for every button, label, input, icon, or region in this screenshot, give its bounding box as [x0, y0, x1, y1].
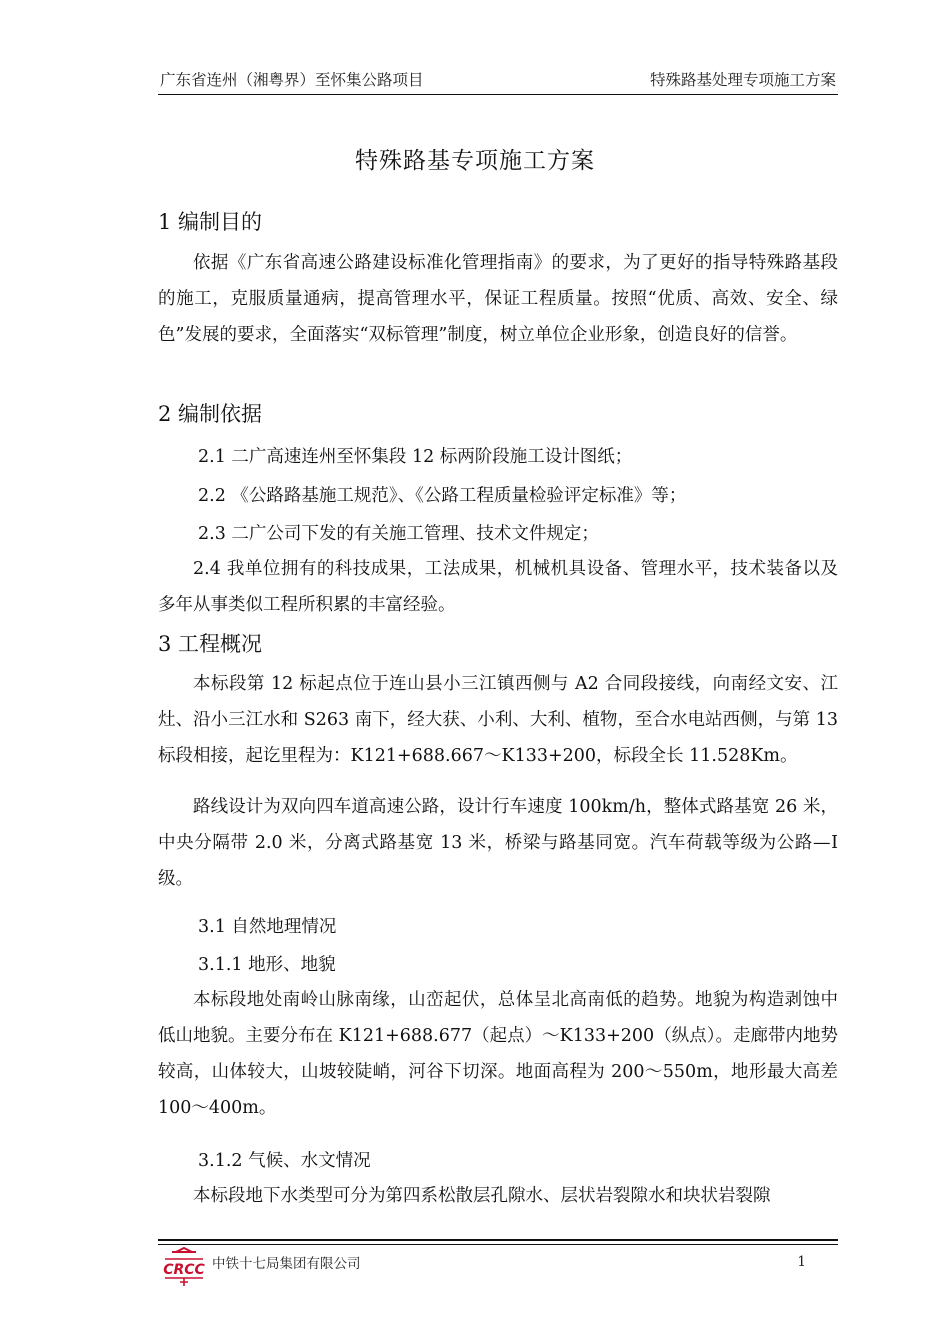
- subsection-3-1-2-heading: 3.1.2 气候、水文情况: [198, 1151, 371, 1171]
- basis-item-2-2: 2.2 《公路路基施工规范》、《公路工程质量检验评定标准》等；: [198, 486, 687, 506]
- section-2-heading: 2 编制依据: [158, 402, 263, 426]
- section-3-paragraph-route: 本标段第 12 标起点位于连山县小三江镇西侧与 A2 合同段接线，向南经文安、江灶、沿小三江水和 S263 南下，经大获、小利、大利、植物，至合水电站西侧，与第 13 标段相接，起讫里程为：K121+688.667～K133+200，标段全长 11.528Km。: [158, 674, 838, 766]
- footer-company-name: 中铁十七局集团有限公司: [212, 1256, 361, 1272]
- section-3-paragraph-design: 路线设计为双向四车道高速公路，设计行车速度 100km/h，整体式路基宽 26 米，中央分隔带 2.0 米，分离式路基宽 13 米，桥梁与路基同宽。汽车荷载等级为公路—Ⅰ级。: [158, 797, 838, 889]
- subsection-3-1-2-paragraph: 本标段地下水类型可分为第四系松散层孔隙水、层状岩裂隙水和块状岩裂隙: [193, 1186, 771, 1206]
- section-1-heading: 1 编制目的: [158, 210, 263, 234]
- header-document-name: 特殊路基处理专项施工方案: [649, 71, 836, 89]
- header-rule: [158, 94, 838, 95]
- basis-item-2-3: 2.3 二广公司下发的有关施工管理、技术文件规定；: [198, 524, 599, 544]
- section-1-paragraph: 依据《广东省高速公路建设标准化管理指南》的要求，为了更好的指导特殊路基段的施工，克服质量通病，提高管理水平，保证工程质量。按照“优质、高效、安全、绿色”发展的要求，全面落实“双标管理”制度，树立单位企业形象，创造良好的信誉。: [158, 253, 838, 345]
- footer-rule-thin: [158, 1244, 838, 1245]
- subsection-3-1-1-heading: 3.1.1 地形、地貌: [198, 955, 336, 975]
- page-header: [158, 66, 838, 92]
- crcc-logo: [158, 1247, 210, 1287]
- subsection-3-1-1-paragraph: 本标段地处南岭山脉南缘，山峦起伏，总体呈北高南低的趋势。地貌为构造剥蚀中低山地貌。主要分布在 K121+688.677（起点）～K133+200（纵点）。走廊带内地势较高，山体较大，山坡较陡峭，河谷下切深。地面高程为 200～550m，地形最大高差 100～400m。: [158, 990, 838, 1118]
- document-title: 特殊路基专项施工方案: [355, 148, 595, 174]
- basis-item-2-1: 2.1 二广高速连州至怀集段 12 标两阶段施工设计图纸；: [198, 447, 633, 467]
- section-3-heading: 3 工程概况: [158, 632, 263, 656]
- logo-lettering: CRCC: [163, 1262, 205, 1278]
- subsection-3-1-heading: 3.1 自然地理情况: [198, 917, 337, 937]
- basis-item-2-4: 2.4 我单位拥有的科技成果，工法成果，机械机具设备、管理水平，技术装备以及多年从事类似工程所积累的丰富经验。: [158, 559, 838, 615]
- header-project-name: 广东省连州（湘粤界）至怀集公路项目: [160, 71, 424, 89]
- footer-rule-thick: [158, 1239, 838, 1241]
- page-number: 1: [797, 1254, 806, 1270]
